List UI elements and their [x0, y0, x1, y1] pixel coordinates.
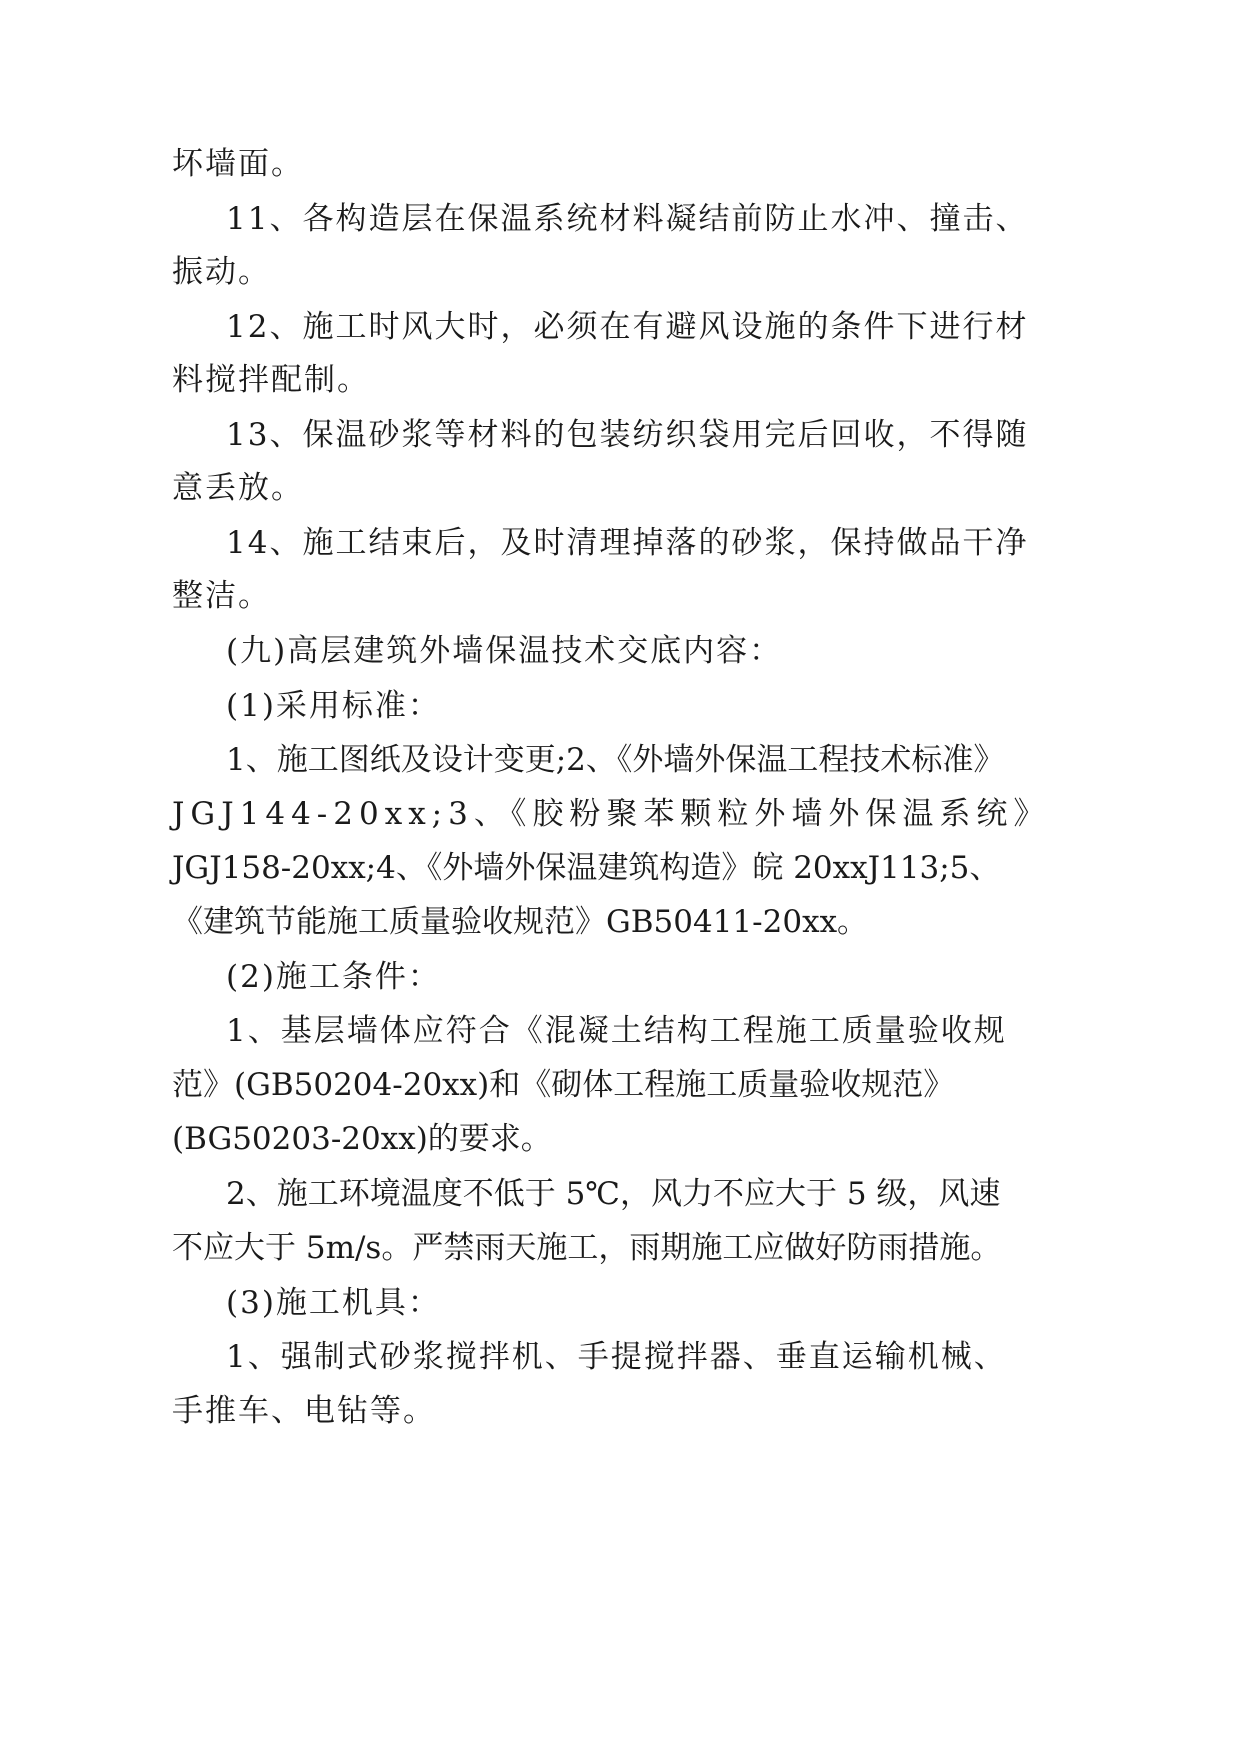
text-line-24: 手推车、电钻等。: [172, 1393, 436, 1429]
text-line-17: 1、基层墙体应符合《混凝土结构工程施工质量验收规: [226, 1013, 1007, 1049]
section-heading: (九)高层建筑外墙保温技术交底内容：: [226, 633, 783, 669]
text-line-6: 13、保温砂浆等材料的包装纺织袋用完后回收，不得随: [226, 417, 1029, 453]
text-line-19: (BG50203-20xx)的要求。: [172, 1121, 552, 1157]
text-line-12: 1、施工图纸及设计变更;2、《外墙外保温工程技术标准》: [226, 742, 1005, 778]
text-line-20: 2、施工环境温度不低于 5℃，风力不应大于 5 级，风速: [226, 1176, 1001, 1212]
text-line-14: JGJ158-20xx;4、《外墙外保温建筑构造》皖 20xxJ113;5、: [172, 850, 1001, 886]
text-line-1: 坏墙面。: [172, 146, 304, 182]
text-line-2: 11、各构造层在保温系统材料凝结前防止水冲、撞击、: [226, 201, 1029, 237]
subheading-equipment: (3)施工机具：: [226, 1285, 441, 1321]
text-line-18: 范》(GB50204-20xx)和《砌体工程施工质量验收规范》: [172, 1067, 955, 1103]
text-line-23: 1、强制式砂浆搅拌机、手提搅拌器、垂直运输机械、: [226, 1339, 1007, 1375]
text-line-7: 意丢放。: [172, 470, 304, 506]
text-line-15: 《建筑节能施工质量验收规范》GB50411-20xx。: [172, 904, 869, 940]
text-line-13: JGJ144-20xx;3、《胶粉聚苯颗粒外墙外保温系统》: [172, 796, 1051, 832]
subheading-standards: (1)采用标准：: [226, 688, 441, 724]
text-line-9: 整洁。: [172, 578, 271, 614]
text-line-4: 12、施工时风大时，必须在有避风设施的条件下进行材: [226, 309, 1029, 345]
text-line-5: 料搅拌配制。: [172, 362, 370, 398]
text-line-8: 14、施工结束后，及时清理掉落的砂浆，保持做品干净: [226, 525, 1029, 561]
subheading-conditions: (2)施工条件：: [226, 959, 441, 995]
text-line-21: 不应大于 5m/s。严禁雨天施工，雨期施工应做好防雨措施。: [172, 1230, 1002, 1266]
text-line-3: 振动。: [172, 254, 271, 290]
